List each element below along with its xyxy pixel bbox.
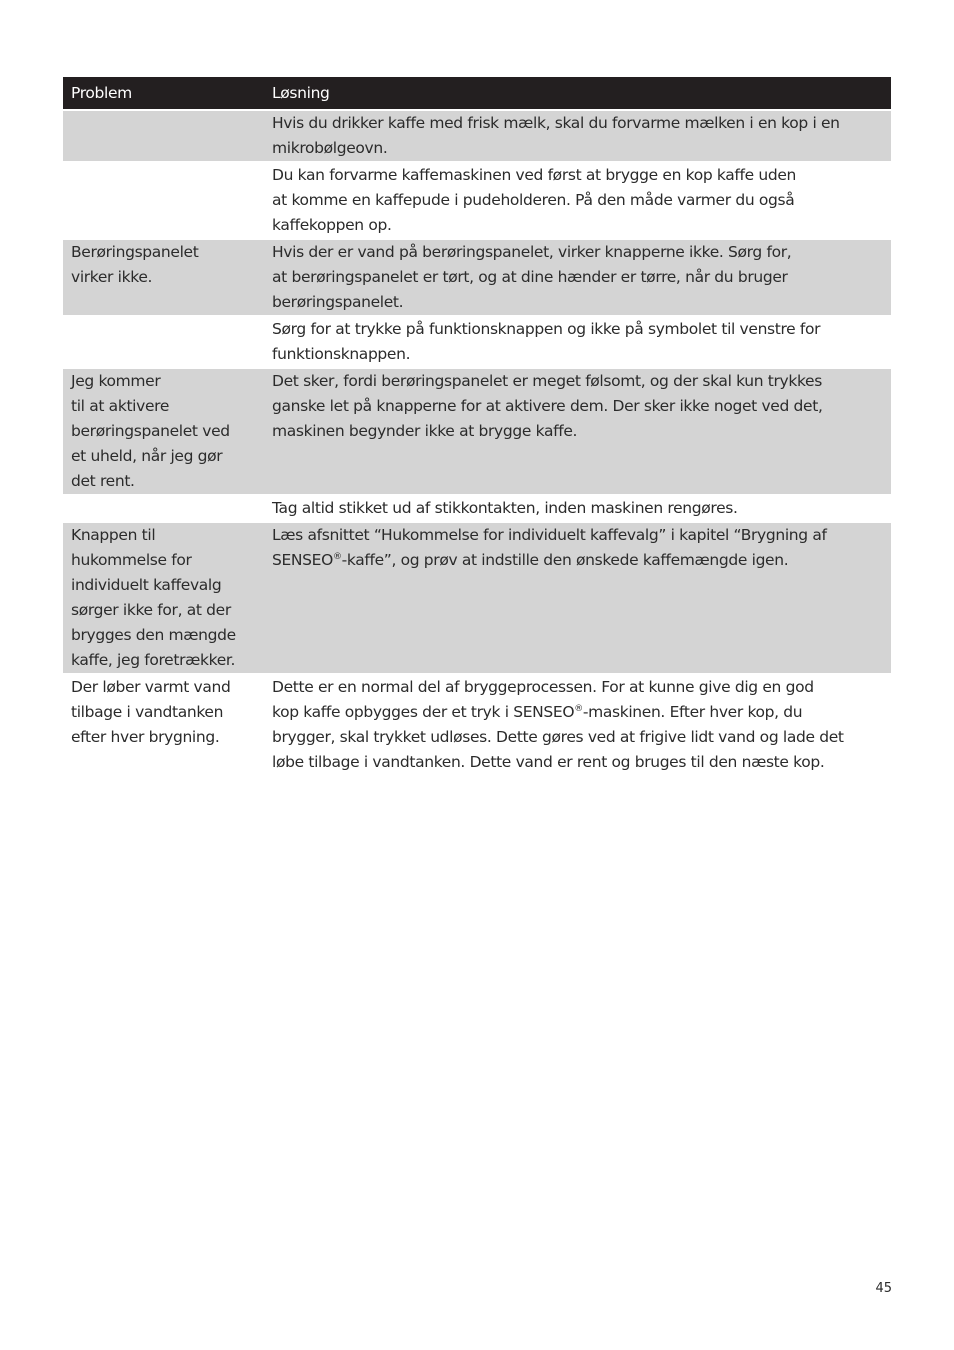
problem-line: individuelt kaffevalg [71,576,222,594]
table-row [63,238,891,315]
solution-cell [264,523,891,673]
table-body [63,109,891,775]
solution-line: mikrobølgeovn. [272,139,388,157]
problem-line: Knappen til [71,526,156,544]
table-row [63,521,891,673]
problem-cell [63,523,264,673]
problem-line: et uheld, når jeg gør [71,447,223,465]
solution-line: Læs afsnittet “Hukommelse for individuelt kaffevalg” i kapitel “Brygning af [272,526,827,544]
solution-line: at berøringspanelet er tørt, og at dine hænder er tørre, når du bruger [272,268,788,286]
table-row [63,367,891,494]
problem-line: kaffe, jeg foretrækker. [71,651,236,669]
problem-cell [63,496,264,521]
problem-line: Berøringspanelet [71,243,199,261]
table-row [63,161,891,238]
problem-cell [63,240,264,315]
problem-cell [63,369,264,494]
problem-line: brygges den mængde [71,626,236,644]
solution-cell [264,675,891,775]
problem-cell [63,163,264,238]
problem-line: efter hver brygning. [71,728,220,746]
solution-line: SENSEO®-kaffe”, og prøv at indstille den ønskede kaffemængde igen. [272,551,789,569]
problem-line: Der løber varmt vand [71,678,231,696]
page-number: 45 [875,1281,892,1296]
problem-cell [63,317,264,367]
solution-line: kaffekoppen op. [272,216,392,234]
table-row [63,673,891,775]
solution-line: Du kan forvarme kaffemaskinen ved først at brygge en kop kaffe uden [272,166,797,184]
solution-line: kop kaffe opbygges der et tryk i SENSEO®-maskinen. Efter hver kop, du [272,703,803,721]
solution-cell [264,317,891,367]
table-row [63,109,891,161]
problem-cell [63,675,264,775]
solution-line: Hvis du drikker kaffe med frisk mælk, skal du forvarme mælken i en kop i en [272,114,840,132]
solution-line: løbe tilbage i vandtanken. Dette vand er rent og bruges til den næste kop. [272,753,825,771]
solution-line: funktionsknappen. [272,345,411,363]
problem-line: til at aktivere [71,397,170,415]
solution-line: Hvis der er vand på berøringspanelet, virker knapperne ikke. Sørg for, [272,243,792,261]
problem-line: virker ikke. [71,268,153,286]
solution-line: Sørg for at trykke på funktionsknappen og ikke på symbolet til venstre for [272,320,821,338]
solution-cell [264,240,891,315]
solution-line: maskinen begynder ikke at brygge kaffe. [272,422,578,440]
problem-line: Jeg kommer [71,372,161,390]
troubleshooting-table [63,77,891,775]
solution-cell [264,163,891,238]
table-row [63,494,891,521]
table-row [63,315,891,367]
header-solution: Løsning [272,84,330,102]
solution-cell [264,111,891,161]
solution-line: Det sker, fordi berøringspanelet er meget følsomt, og der skal kun trykkes [272,372,822,390]
problem-line: berøringspanelet ved [71,422,230,440]
solution-line: Dette er en normal del af bryggeprocessen. For at kunne give dig en god [272,678,814,696]
table-header-row [63,77,891,109]
solution-line: at komme en kaffepude i pudeholderen. På den måde varmer du også [272,191,795,209]
problem-line: tilbage i vandtanken [71,703,224,721]
solution-cell [264,369,891,494]
solution-line: berøringspanelet. [272,293,404,311]
problem-line: hukommelse for [71,551,192,569]
solution-line: brygger, skal trykket udløses. Dette gøres ved at frigive lidt vand og lade det [272,728,844,746]
solution-line: ganske let på knapperne for at aktivere dem. Der sker ikke noget ved det, [272,397,823,415]
solution-line: Tag altid stikket ud af stikkontakten, inden maskinen rengøres. [272,499,738,517]
problem-line: det rent. [71,472,135,490]
problem-line: sørger ikke for, at der [71,601,231,619]
solution-cell [264,496,891,521]
header-problem: Problem [71,84,132,102]
problem-cell [63,111,264,161]
